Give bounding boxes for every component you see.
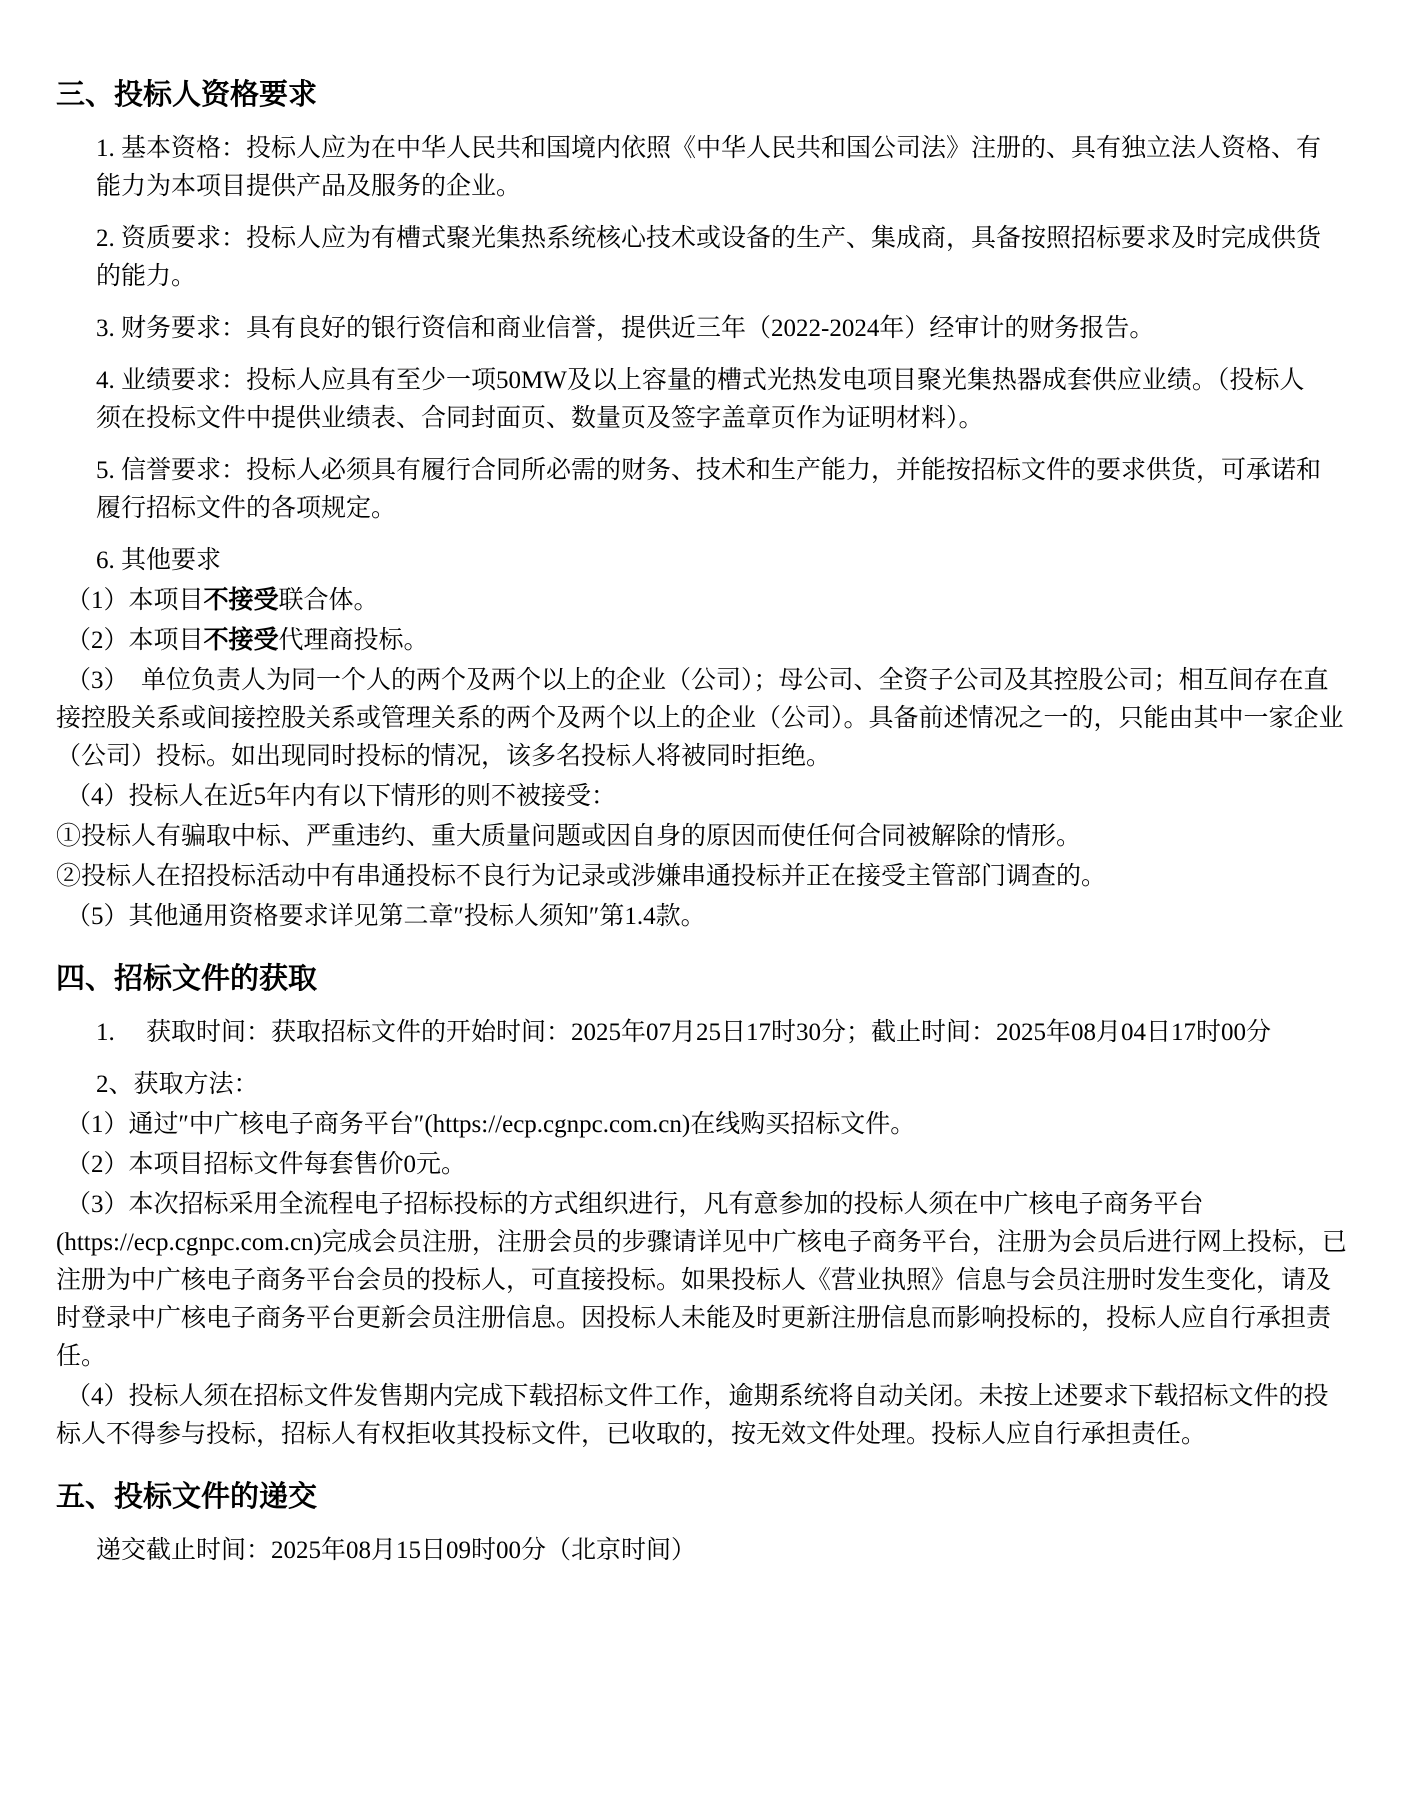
para-performance-requirement: 4. 业绩要求：投标人应具有至少一项50MW及以上容量的槽式光热发电项目聚光集热器成套供应业绩。（投标人须在投标文件中提供业绩表、合同封面页、数量页及签字盖章页作为证明材料）。 (96, 367, 1305, 432)
item-no-agent (56, 622, 1350, 660)
item-text: 联合体。 (278, 587, 379, 614)
para-submission-deadline: 递交截止时间：2025年08月15日09时00分（北京时间） (96, 1537, 697, 1564)
para-reputation-requirement: 5. 信誉要求：投标人必须具有履行合同所必需的财务、技术和生产能力，并能按招标文件的要求供货，可承诺和履行招标文件的各项规定。 (96, 457, 1322, 522)
item-circle-1-fraud-breach: ①投标人有骗取中标、严重违约、重大质量问题或因自身的原因而使任何合同被解除的情形。 (56, 823, 1082, 850)
item-bold-text: 不接受 (203, 627, 279, 654)
item-document-price: （2）本项目招标文件每套售价0元。 (66, 1151, 467, 1178)
item-e-bidding-registration: （3）本次招标采用全流程电子招标投标的方式组织进行，凡有意参加的投标人须在中广核电子商务平台(https://ecp.cgnpc.com.cn)完成会员注册，注册会员的步骤请详见中广核电子商务平台，注册为会员后进行网上投标，已注册为中广核电子商务平台会员的投标人，可直接投标。如果投标人《营业执照》信息与会员注册时发生变化，请及时登录中广核电子商务平台更新会员注册信息。因投标人未能及时更新注册信息而影响投标的，投标人应自行承担责任。 (56, 1191, 1347, 1370)
item-same-legal-person-rule: （3） 单位负责人为同一个人的两个及两个以上的企业（公司）；母公司、全资子公司及其控股公司；相互间存在直接控股关系或间接控股关系或管理关系的两个及两个以上的企业（公司）。具备前述情况之一的，只能由其中一家企业（公司）投标。如出现同时投标的情况，该多名投标人将被同时拒绝。 (56, 667, 1344, 770)
item-text: （1）本项目 (66, 587, 204, 614)
item-bold-text: 不接受 (203, 587, 279, 614)
item-recent-5-years-rule: （4）投标人在近5年内有以下情形的则不被接受： (66, 783, 617, 810)
section-heading-bidder-qualification: 三、投标人资格要求 (56, 79, 318, 111)
item-circle-2-collusion: ②投标人在招投标活动中有串通投标不良行为记录或涉嫌串通投标并正在接受主管部门调查的。 (56, 863, 1107, 890)
section-heading-obtain-documents: 四、招标文件的获取 (56, 963, 318, 995)
item-no-consortium (56, 582, 1350, 620)
item-general-qualification-ref: （5）其他通用资格要求详见第二章″投标人须知″第1.4款。 (66, 903, 706, 930)
para-other-requirements: 6. 其他要求 (96, 547, 222, 574)
item-text: （2）本项目 (66, 627, 204, 654)
item-online-purchase: （1）通过″中广核电子商务平台″(https://ecp.cgnpc.com.cn)在线购买招标文件。 (66, 1111, 916, 1138)
section-heading-bid-submission: 五、投标文件的递交 (56, 1481, 318, 1513)
para-obtain-time: 1. 获取时间：获取招标文件的开始时间：2025年07月25日17时30分；截止时间：2025年08月04日17时00分 (96, 1019, 1272, 1046)
item-text: 代理商投标。 (278, 627, 429, 654)
para-financial-requirement: 3. 财务要求：具有良好的银行资信和商业信誉，提供近三年（2022-2024年）经审计的财务报告。 (96, 315, 1155, 342)
para-qualification-requirement: 2. 资质要求：投标人应为有槽式聚光集热系统核心技术或设备的生产、集成商，具备按照招标要求及时完成供货的能力。 (96, 225, 1322, 290)
para-obtain-method: 2、获取方法： (96, 1071, 259, 1098)
para-basic-qualification: 1. 基本资格：投标人应为在中华人民共和国境内依照《中华人民共和国公司法》注册的、具有独立法人资格、有能力为本项目提供产品及服务的企业。 (96, 135, 1322, 200)
item-download-deadline: （4）投标人须在招标文件发售期内完成下载招标文件工作，逾期系统将自动关闭。未按上述要求下载招标文件的投标人不得参与投标，招标人有权拒收其投标文件，已收取的，按无效文件处理。投标人应自行承担责任。 (56, 1383, 1329, 1448)
